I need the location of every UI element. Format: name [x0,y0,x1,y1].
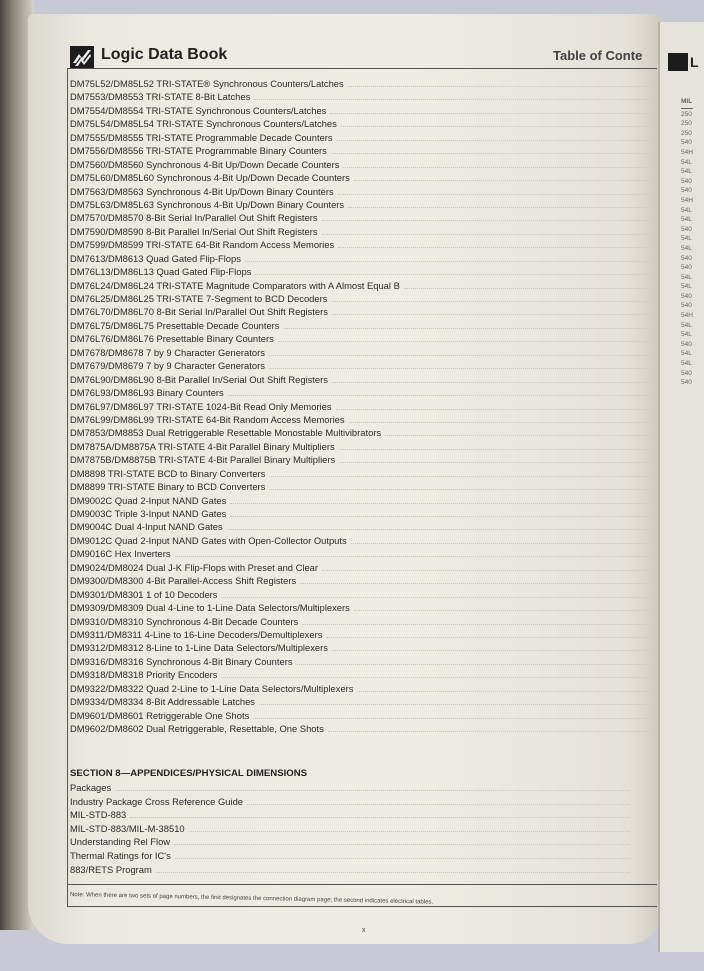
toc-entry-label: DM9316/DM8316 Synchronous 4-Bit Binary Counters [70,655,293,667]
toc-entry [70,521,650,534]
toc-entry [70,796,630,810]
toc-entry [70,696,650,709]
toc-entry [70,575,650,588]
right-page-fragment: 250 [681,120,692,128]
toc-entry [70,710,650,723]
dot-leader [357,691,650,692]
toc-entry-label: DM7875B/DM8875B TRI-STATE 4-Bit Parallel Binary Multipliers [70,454,336,466]
dot-leader [332,382,650,383]
toc-entry-label: DM76L25/DM86L25 TRI-STATE 7-Segment to BCD Decoders [70,293,328,304]
note-rule [67,884,657,885]
toc-entry [70,864,630,878]
toc-entry-label: DM7678/DM8678 7 by 9 Character Generators [70,346,265,358]
dot-leader [354,610,650,611]
toc-entry [70,145,650,158]
toc-entry-label: DM76L90/DM86L90 8-Bit Parallel In/Serial Out Shift Registers [70,373,328,385]
toc-entry-label: DM8899 TRI-STATE Binary to BCD Converters [70,481,266,493]
toc-entry-label: DM7599/DM8599 TRI-STATE 64-Bit Random Access Memories [70,239,335,251]
toc-entry-label: DM76L93/DM86L93 Binary Counters [70,387,224,399]
right-page-fragment: 250 [681,110,692,118]
toc-entry [70,266,650,279]
toc-entry [70,683,650,696]
toc-entry-label: Thermal Ratings for IC's [70,849,171,861]
toc-entry-label: DM76L24/DM86L24 TRI-STATE Magnitude Comparators with A Almost Equal B [70,279,400,291]
toc-entry [70,105,650,118]
right-page-fragment: 54L [681,206,692,214]
dot-leader [245,261,650,262]
dot-leader [297,664,650,665]
right-page-fragment: 540 [681,264,692,272]
toc-entry [70,280,650,293]
dot-leader [269,355,650,356]
toc-entry [70,333,650,346]
dot-leader [328,731,650,732]
toc-entry-label: DM7590/DM8590 8-Bit Parallel In/Serial Out Shift Registers [70,225,318,237]
right-page-fragment: 540 [681,292,692,300]
dot-leader [339,462,650,463]
right-page-fragment: 54L [681,350,692,358]
toc-entry [70,387,650,400]
dot-leader [331,153,650,154]
right-page-fragment: 54H [681,196,693,204]
toc-entry-label: DM9309/DM8309 Dual 4-Line to 1-Line Data Selectors/Multiplexers [70,602,350,614]
dot-leader [227,529,650,530]
book-title: Logic Data Book [101,46,228,63]
toc-entries [70,78,650,736]
dot-leader [115,790,630,791]
toc-entry-label: MIL-STD-883/MIL-M-38510 [70,822,185,834]
right-page-fragment: 54H [681,148,693,156]
section-8-heading: SECTION 8—APPENDICES/PHYSICAL DIMENSIONS [70,768,308,779]
dot-leader [322,220,650,221]
toc-entry-label: Packages [70,782,112,793]
national-semiconductor-logo-icon [70,46,94,68]
dot-leader [322,570,650,571]
toc-entry [70,118,650,131]
toc-entry [70,360,650,373]
toc-entry [70,535,650,548]
toc-entry [70,427,650,440]
toc-entry [70,642,650,655]
toc-entry [70,306,650,319]
toc-entry-label: DM75L52/DM85L52 TRI-STATE® Synchronous Counters/Latches [70,78,344,89]
right-page-fragment: 250 [681,129,692,137]
dot-leader [330,113,650,114]
toc-entry [70,253,650,266]
dot-leader [130,817,630,818]
toc-entry-label: DM7563/DM8563 Synchronous 4-Bit Up/Down Binary Counters [70,185,334,197]
header-rule [67,68,657,69]
dot-leader [339,449,650,450]
right-page-fragment: 540 [681,139,692,147]
toc-entry-label: DM9301/DM8301 1 of 10 Decoders [70,588,218,600]
toc-entry-label: DM7556/DM8556 TRI-STATE Programmable Binary Counters [70,145,327,157]
dot-leader [302,624,650,625]
right-page-fragment: 54L [681,360,692,368]
dot-leader [337,140,650,141]
dot-leader [269,489,650,490]
toc-entry [70,454,650,467]
toc-entry [70,823,630,837]
toc-entry [70,669,650,682]
dot-leader [230,516,650,517]
toc-entry [70,293,650,306]
dot-leader [385,435,650,436]
toc-entry [70,508,650,521]
toc-entry-label: DM9310/DM8310 Synchronous 4-Bit Decade Counters [70,615,299,627]
toc-entry-label: DM9312/DM8312 8-Line to 1-Line Data Selectors/Multiplexers [70,642,328,654]
dot-leader [253,718,650,719]
dot-leader [341,126,650,127]
toc-entry-label: DM9024/DM8024 Dual J-K Flip-Flops with Preset and Clear [70,561,319,573]
dot-leader [221,597,650,598]
toc-entry-label: Industry Package Cross Reference Guide [70,795,244,807]
toc-entry-label: DM7875A/DM8875A TRI-STATE 4-Bit Parallel Binary Multipliers [70,440,335,452]
toc-entry [70,226,650,239]
toc-entry [70,481,650,494]
right-page-fragment: 540 [681,369,692,377]
section-title: Table of Conte [553,48,643,63]
footnote: Note: When there are two sets of page numbers, the first designates the connection diagram page; the second indicates electrical tables. [69,892,434,906]
dot-leader [230,503,650,504]
dot-leader [175,858,630,859]
right-page-fragment: 54L [681,216,692,224]
toc-entry [70,320,650,333]
toc-entry-label: 883/RETS Program [70,863,152,875]
right-page-fragment: 540 [681,254,692,262]
right-page-fragment: 540 [681,379,692,387]
toc-entry-label: DM9016C Hex Inverters [70,548,171,560]
dot-leader [348,86,650,87]
right-page-title-fragment: L [690,54,699,70]
right-page-fragment: 540 [681,187,692,195]
dot-leader [278,341,650,342]
toc-entry [70,723,650,736]
toc-entry-label: Understanding Rel Flow [70,836,171,848]
toc-entry [70,212,650,225]
toc-entry-label: DM9003C Triple 3-Input NAND Gates [70,508,227,519]
toc-entry [70,656,650,669]
toc-entry [70,347,650,360]
dot-leader [348,207,650,208]
toc-entry-label: DM9601/DM8601 Retriggerable One Shots [70,709,250,721]
dot-leader [269,368,650,369]
toc-entry-label: DM7555/DM8555 TRI-STATE Programmable Decade Counters [70,131,333,143]
dot-leader [221,677,650,678]
left-border-rule [67,68,68,906]
dot-leader [254,99,650,100]
toc-entry [70,782,630,796]
dot-leader [284,328,651,329]
toc-entry-label: DM8898 TRI-STATE BCD to Binary Converters [70,467,266,479]
right-page-fragment: 540 [681,177,692,185]
right-page-fragment: 540 [681,340,692,348]
toc-entry [70,589,650,602]
dot-leader [175,556,650,557]
right-page-fragment: 54L [681,273,692,281]
toc-entry [70,616,650,629]
section-8-entries [70,782,630,877]
toc-entry-label: DM7853/DM8853 Dual Retriggerable Resettable Monostable Multivibrators [70,427,382,439]
right-page-column [681,98,693,389]
dot-leader [349,422,650,423]
toc-entry [70,602,650,615]
dot-leader [174,844,630,845]
right-page-fragment: 540 [681,302,692,310]
dot-leader [338,194,650,195]
toc-entry [70,850,630,864]
right-page-fragment: 54L [681,331,692,339]
dot-leader [247,804,630,805]
dot-leader [269,476,650,477]
toc-entry-label: MIL-STD-883 [70,809,127,821]
right-page-fragment: 54L [681,321,692,329]
dot-leader [259,704,650,705]
right-page-fragment: 54L [681,283,692,291]
toc-entry [70,159,650,172]
toc-entry [70,91,650,104]
dot-leader [351,543,650,544]
dot-leader [326,637,650,638]
toc-entry [70,468,650,481]
toc-entry [70,562,650,575]
dot-leader [404,288,650,289]
dot-leader [300,583,650,584]
right-page-logo-icon [668,53,688,71]
dot-leader [322,234,650,235]
right-page-fragment: 54L [681,168,692,176]
toc-entry [70,548,650,561]
dot-leader [343,167,650,168]
toc-entry-label: DM9322/DM8322 Quad 2-Line to 1-Line Data Selectors/Multiplexers [70,682,354,694]
toc-entry [70,78,650,91]
toc-entry-label: DM75L63/DM85L63 Synchronous 4-Bit Up/Down Binary Counters [70,198,345,210]
toc-entry-label: DM9002C Quad 2-Input NAND Gates [70,494,227,506]
toc-entry-label: DM76L99/DM86L99 TRI-STATE 64-Bit Random Access Memories [70,413,345,425]
toc-entry [70,132,650,145]
toc-entry-label: DM7613/DM8613 Quad Gated Flip-Flops [70,252,241,264]
toc-entry-label: DM76L13/DM86L13 Quad Gated Flip-Flops [70,266,252,278]
dot-leader [255,274,650,275]
right-page-fragment: 540 [681,225,692,233]
right-page-fragment: 54L [681,158,692,166]
toc-entry [70,199,650,212]
dot-leader [332,314,650,315]
toc-entry-label: DM7679/DM8679 7 by 9 Character Generators [70,360,265,372]
dot-leader [189,831,630,832]
toc-entry [70,836,630,850]
toc-entry-label: DM9004C Dual 4-Input NAND Gates [70,521,223,533]
toc-entry-label: DM76L76/DM86L76 Presettable Binary Counters [70,333,274,345]
dot-leader [338,247,650,248]
dot-leader [156,872,630,873]
right-page-fragment: 54H [681,312,693,320]
toc-entry-label: DM76L70/DM86L70 8-Bit Serial In/Parallel Out Shift Registers [70,306,328,318]
toc-entry-label: DM7553/DM8553 TRI-STATE 8-Bit Latches [70,91,251,103]
toc-entry-label: DM7570/DM8570 8-Bit Serial In/Parallel Out Shift Registers [70,212,318,224]
dot-leader [228,395,650,396]
right-page-fragment: 54L [681,235,692,243]
toc-entry-label: DM9012C Quad 2-Input NAND Gates with Open-Collector Outputs [70,534,347,546]
toc-entry [70,441,650,454]
toc-entry-label: DM7560/DM8560 Synchronous 4-Bit Up/Down Decade Counters [70,158,340,170]
toc-entry [70,239,650,252]
toc-entry [70,495,650,508]
toc-entry [70,172,650,185]
toc-entry-label: DM9300/DM8300 4-Bit Parallel-Access Shift Registers [70,575,297,587]
toc-entry [70,809,630,823]
toc-entry [70,186,650,199]
toc-entry [70,629,650,642]
dot-leader [354,180,650,181]
toc-entry [70,374,650,387]
toc-entry [70,414,650,427]
toc-entry-label: DM7554/DM8554 TRI-STATE Synchronous Counters/Latches [70,104,327,116]
dot-leader [332,650,650,651]
dot-leader [331,301,650,302]
right-page-fragment: 54L [681,244,692,252]
toc-entry [70,401,650,414]
toc-entry-label: DM75L60/DM85L60 Synchronous 4-Bit Up/Down Decade Counters [70,172,350,184]
toc-entry-label: DM9602/DM8602 Dual Retriggerable, Resettable, One Shots [70,723,324,734]
dot-leader [336,409,650,410]
toc-entry-label: DM9311/DM8311 4-Line to 16-Line Decoders/Demultiplexers [70,628,323,640]
toc-entry-label: DM75L54/DM85L54 TRI-STATE Synchronous Counters/Latches [70,118,337,130]
page-number: x [362,927,366,934]
bottom-rule [67,906,657,907]
toc-entry-label: DM76L97/DM86L97 TRI-STATE 1024-Bit Read Only Memories [70,400,332,412]
toc-entry-label: DM9334/DM8334 8-Bit Addressable Latches [70,696,255,708]
toc-entry-label: DM9318/DM8318 Priority Encoders [70,669,218,681]
right-page-column-header: MIL [681,98,693,109]
toc-entry-label: DM76L75/DM86L75 Presettable Decade Counters [70,319,280,331]
